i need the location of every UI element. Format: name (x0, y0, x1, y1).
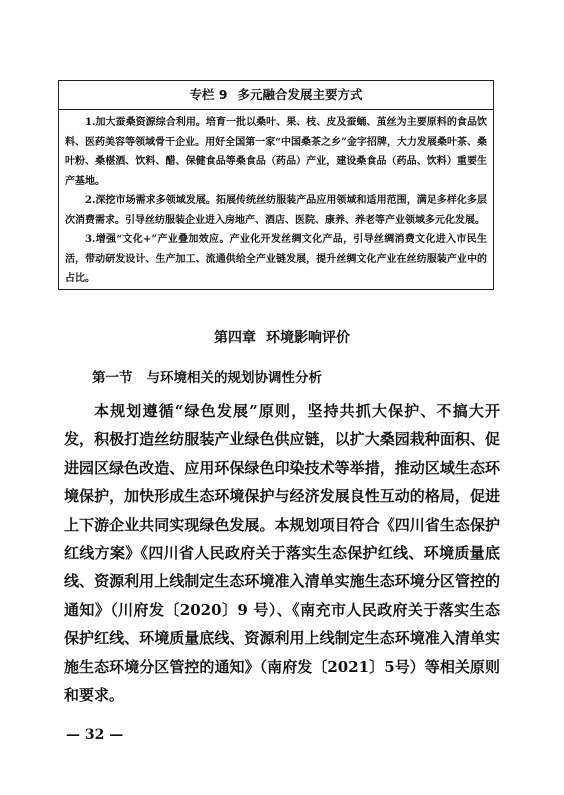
chapter-number: 第四章 (214, 330, 256, 346)
chapter-title: 环境影响评价 (266, 330, 350, 346)
column-box-body (59, 110, 493, 289)
column-item-1: 1.加大蚕桑资源综合利用。培育一批以桑叶、果、枝、皮及蚕蛹、茧丝为主要原料的食品饮料、医药美容等领域骨干企业。用好全国第一家“中国桑茶之乡”金字招牌，大力发展桑叶茶、桑叶粉、桑椹酒、饮料、醋、保健食品等桑食品（药品）产业，建设桑食品（药品、饮料）重要生产基地。 (65, 117, 487, 187)
column-item-3: 3.增强“文化+”产业叠加效应。产业化开发丝绸文化产品，引导丝绸消费文化进入市民生活，带动研发设计、生产加工、流通供给全产业链发展，提升丝绸文化产业在丝纺服装产业中的占比。 (65, 234, 487, 284)
section-heading (92, 368, 322, 388)
section-title: 与环境相关的规划协调性分析 (146, 370, 322, 386)
page-number: — 32 — (66, 727, 124, 743)
body-paragraph: 本规划遵循“绿色发展”原则，坚持共抓大保护、不搞大开发，积极打造丝纺服装产业绿色供应链，以扩大桑园栽种面积、促进园区绿色改造、应用环保绿色印染技术等举措，推动区域生态环境保护，加快形成生态环境保护与经济发展良性互动的格局，促进上下游企业共同实现绿色发展。本规划项目符合《四川省生态保护红线方案》《四川省人民政府关于落实生态保护红线、环境质量底线、资源利用上线制定生态环境准入清单实施生态环境分区管控的通知》（川府发〔2020〕9 号）、《南充市人民政府关于落实生态保护红线、环境质量底线、资源利用上线制定生态环境准入清单实施生态环境分区管控的通知》（南府发〔2021〕5号）等相关原则和要求。 (64, 402, 500, 705)
column-box-title (59, 81, 493, 110)
column-number: 专栏 9 (189, 87, 228, 102)
column-title: 多元融合发展主要方式 (237, 87, 363, 102)
section-number: 第一节 (92, 370, 133, 386)
column-item-2: 2.深挖市场需求多领域发展。拓展传统丝纺服装产品应用领域和适用范围，满足多样化多层次消费需求。引导丝纺服装企业进入房地产、酒店、医院、康养、养老等产业领域多元化发展。 (65, 195, 487, 226)
chapter-heading (0, 328, 564, 348)
column-box (58, 80, 494, 290)
